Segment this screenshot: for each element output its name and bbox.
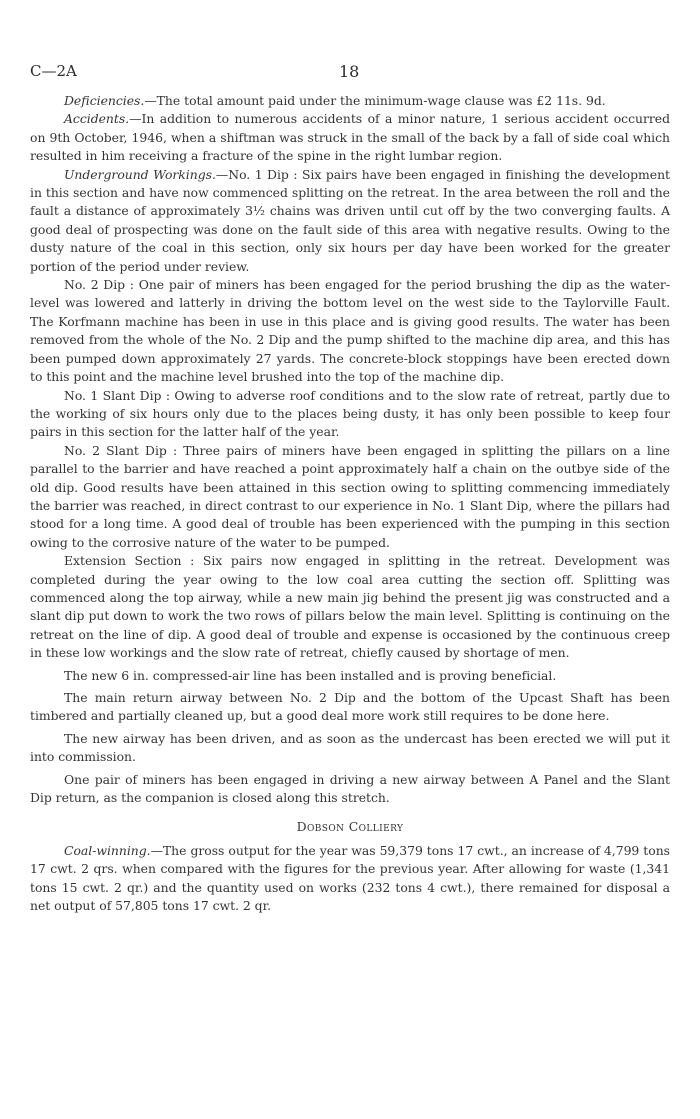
paragraph-text: —No. 1 Dip : Six pairs have been engaged in finishing the development in this section and have now commenced splitting on the retreat. In the area between the roll and the fault a distance of approximately 3½ chains was driven until cut off by the two converging faults. A good deal of prospecting was done on the fault side of this area with negative results. Owing to the dusty nature of the coal in this section, only six hours per day have been worked for the greater portion of the period under review. [30,166,670,274]
paragraph-extension-section [30,552,670,662]
document-page [30,62,670,915]
paragraph-text: The main return airway between No. 2 Dip and the bottom of the Upcast Shaft has been timbered and partially cleaned up, but a good deal more work still requires to be done here. [30,690,670,724]
document-body [30,92,670,915]
paragraph-deficiencies [30,92,670,110]
paragraph-text: One pair of miners has been engaged in driving a new airway between A Panel and the Slant Dip return, as the companion is closed along this stretch. [30,771,670,806]
paragraph-underground-workings [30,166,670,276]
paragraph-lead: Deficiencies. [64,93,145,108]
paragraph-no2-dip [30,276,670,386]
paragraph-text: No. 2 Dip : One pair of miners has been engaged for the period brushing the dip as the water-level was lowered and latterly in driving the bottom level on the west side to the Taylorville Fault. The Korfmann machine has been in use in this place and is giving good results. The water has been removed from the whole of the No. 2 Dip and the pump shifted to the machine dip area, and this has been pumped down approximately 27 yards. The concrete-block stoppings have been erected down to this point and the machine level brushed into the top of the machine dip. [30,277,670,385]
paragraph-lead: Underground Workings. [64,166,216,182]
paragraph-text: The new 6 in. compressed-air line has been installed and is proving beneficial. [64,667,557,683]
page-header [30,62,670,92]
paragraph-new-airway [30,730,670,767]
paragraph-lead: Coal-winning. [64,842,151,858]
paragraph-text: No. 1 Slant Dip : Owing to adverse roof conditions and to the slow rate of retreat, partly due to the working of six hours only due to the places being dusty, it has only been possible to keep four pairs in this section for the latter half of the year. [30,387,670,440]
section-heading: Dobson Colliery [296,819,404,835]
paragraph-a-panel [30,771,670,808]
page-number: 18 [339,62,360,81]
document-reference: C—2A [30,62,77,80]
paragraph-accidents [30,110,670,165]
paragraph-text: No. 2 Slant Dip : Three pairs of miners have been engaged in splitting the pillars on a line parallel to the barrier and have reached a point approximately half a chain on the outbye side of the old dip. Good results have been attained in this section owing to splitting commencing immediately the barrier was reached, in direct contrast to our experience in No. 1 Slant Dip, where the pillars had stood for a long time. A good deal of trouble has been experienced with the pumping in this section owing to the corrosive nature of the water to be pumped. [30,442,670,550]
paragraph-text: The new airway has been driven, and as soon as the undercast has been erected we will put it into commission. [30,730,670,765]
paragraph-text: —In addition to numerous accidents of a minor nature, 1 serious accident occurred on 9th October, 1946, when a shiftman was struck in the small of the back by a fall of side coal which resulted in him receiving a fracture of the spine in the right lumbar region. [30,111,670,164]
paragraph-no2-slant-dip [30,442,670,552]
paragraph-coal-winning [30,842,670,916]
paragraph-text: Extension Section : Six pairs now engaged in splitting in the retreat. Development was completed during the year owing to the low coal area cutting the section off. Splitting was commenced along the top airway, while a new main jig behind the present jig was constructed and a slant dip put down to work the two rows of pillars below the main level. Splitting is continuing on the retreat on the line of dip. A good deal of trouble and expense is occasioned by the continuous creep in these low workings and the slow rate of retreat, chiefly caused by shortage of men. [30,553,670,661]
paragraph-compressed-air [30,667,670,685]
paragraph-return-airway [30,689,670,726]
paragraph-lead: Accidents. [64,111,130,127]
paragraph-no1-slant-dip [30,387,670,442]
paragraph-text: —The gross output for the year was 59,379 tons 17 cwt., an increase of 4,799 tons 17 cwt. 2 qrs. when compared with the figures for the previous year. After allowing for waste (1,341 tons 15 cwt. 2 qr.) and the quantity used on works (232 tons 4 cwt.), there remained for disposal a net output of 57,805 tons 17 cwt. 2 qr. [30,842,670,914]
paragraph-text: —The total amount paid under the minimum-wage clause was £2 11s. 9d. [144,93,606,108]
